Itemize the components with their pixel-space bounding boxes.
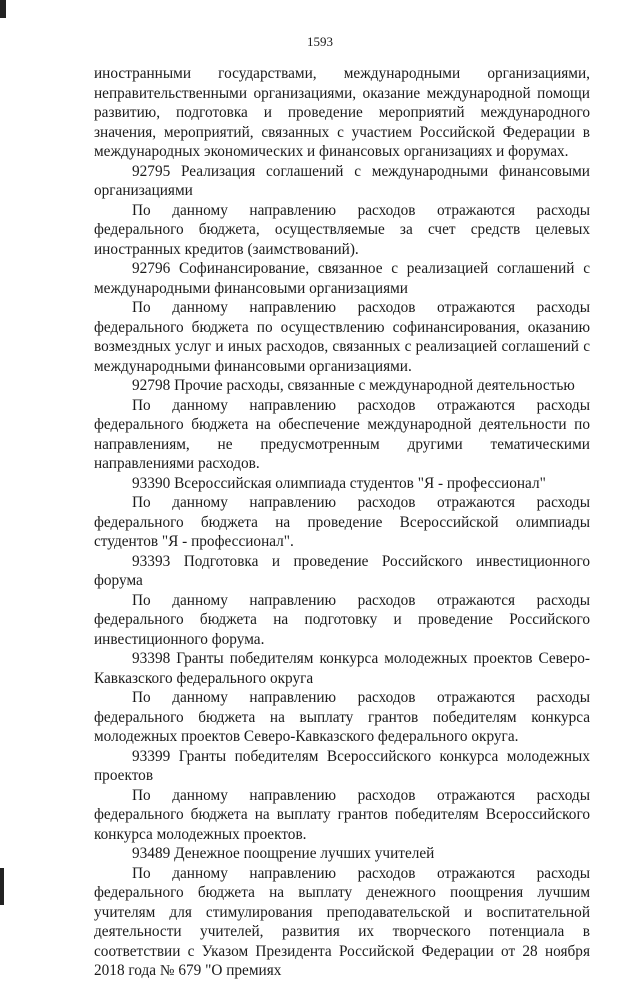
heading-92796: 92796 Софинансирование, связанное с реализацией соглашений с международными финансовыми организациями <box>94 260 590 297</box>
scan-edge-mark-bottom <box>0 868 4 905</box>
heading-92798: 92798 Прочие расходы, связанные с международной деятельностью <box>132 377 575 394</box>
scan-edge-mark-top <box>0 0 6 18</box>
paragraph-93398-description: По данному направлению расходов отражаются расходы федерального бюджета на выплату грантов победителям конкурса молодежных проектов Северо-Кавказского федерального округа. <box>94 689 590 745</box>
heading-93489: 93489 Денежное поощрение лучших учителей <box>132 845 435 862</box>
paragraph-92798-description: По данному направлению расходов отражаются расходы федерального бюджета на обеспечение международной деятельности по направлениям, не предусмотренным другими тематическими направлениями расходов. <box>94 396 590 472</box>
heading-93398: 93398 Гранты победителям конкурса молодежных проектов Северо-Кавказского федерального округа <box>94 650 590 687</box>
heading-93393: 93393 Подготовка и проведение Российского инвестиционного форума <box>94 552 590 589</box>
paragraph-92795-description: По данному направлению расходов отражаются расходы федерального бюджета, осуществляемые за счет средств целевых иностранных кредитов (заимствований). <box>94 201 590 258</box>
heading-92795: 92795 Реализация соглашений с международными финансовыми организациями <box>94 162 590 199</box>
paragraph-93393-description: По данному направлению расходов отражаются расходы федерального бюджета на подготовку и проведение Российского инвестиционного форума. <box>94 591 590 648</box>
heading-93390: 93390 Всероссийская олимпиада студентов "Я - профессионал" <box>132 474 546 492</box>
paragraph-92796-description: По данному направлению расходов отражаются расходы федерального бюджета по осуществлению софинансирования, оказанию возмездных услуг и иных расходов, связанных с реализацией соглашений с международными финансовыми организациями. <box>94 299 590 375</box>
page-number: 1593 <box>307 34 333 49</box>
paragraph-93390-description: По данному направлению расходов отражаются расходы федерального бюджета на проведение Всероссийской олимпиады студентов "Я - профессионал". <box>94 494 590 550</box>
paragraph-93489-description: По данному направлению расходов отражаются расходы федерального бюджета на выплату денежного поощрения лучшим учителям для стимулирования преподавательской и воспитательной деятельности учителей, развития их творческого потенциала в соответствии с Указом Президента Российской Федерации от 28 ноября 2018 года № 679 "О премиях <box>94 864 590 979</box>
document-body <box>94 64 590 981</box>
heading-93399: 93399 Гранты победителям Всероссийского конкурса молодежных проектов <box>94 747 590 784</box>
paragraph-93399-description: По данному направлению расходов отражаются расходы федерального бюджета на выплату грантов победителям Всероссийского конкурса молодежных проектов. <box>94 786 590 843</box>
paragraph-international-cooperation: иностранными государствами, международными организациями, неправительственными организациями, оказание международной помощи развитию, подготовка и проведение мероприятий международного значения, мероприятий, связанных с участием Российской Федерации в международных экономических и финансовых организациях и форумах. <box>94 65 590 160</box>
